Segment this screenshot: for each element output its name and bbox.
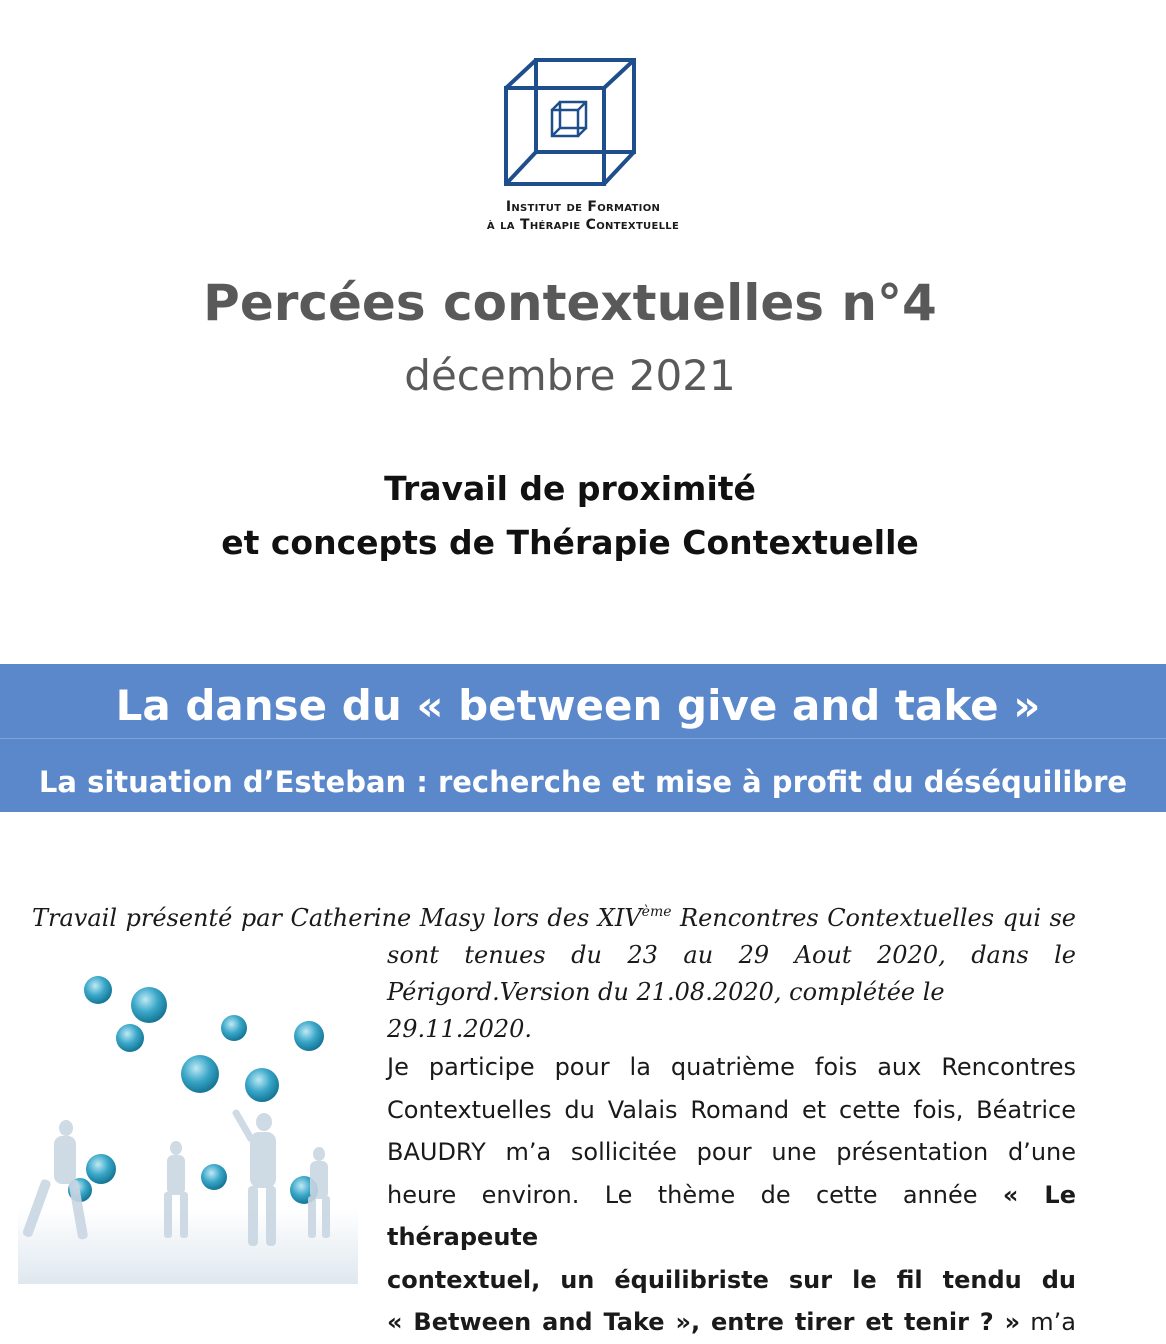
jugglers-illustration	[18, 958, 368, 1288]
subtitle-line2: et concepts de Thérapie Contextuelle	[221, 523, 919, 562]
theme-quote-end: « Between and Take », entre tirer et tenir ? »	[387, 1308, 1021, 1336]
intro-line2: sont tenues du 23 au 29 Aout 2020, dans le	[387, 941, 1076, 969]
publication-title: Percées contextuelles n°4	[203, 274, 937, 332]
intro-superscript: ème	[641, 904, 672, 920]
article-banner	[0, 664, 1166, 812]
para-line6	[387, 1301, 1076, 1344]
publication-date: décembre 2021	[404, 351, 736, 400]
article-subtitle: La situation d’Esteban : recherche et mise à profit du déséquilibre	[38, 765, 1128, 799]
para-line6-text: m’a	[1020, 1308, 1077, 1336]
institute-name	[383, 198, 783, 234]
para-line4-text: heure environ. Le thème de cette année	[387, 1180, 1003, 1209]
institute-logo	[490, 52, 650, 192]
intro-continuation	[387, 937, 1076, 1048]
nested-cube-icon	[490, 52, 650, 192]
publication-subtitle	[0, 462, 1140, 570]
intro-text-b: Rencontres Contextuelles qui se	[671, 904, 1077, 932]
para-line5	[387, 1259, 1076, 1302]
theme-quote-middle: contextuel, un équilibriste sur le fil tendu du	[387, 1265, 1076, 1294]
theme-quote-start: « Le thérapeute	[387, 1180, 1077, 1251]
para-line1: Je participe pour la quatrième fois aux Rencontres	[387, 1053, 1076, 1081]
banner-divider	[0, 738, 1166, 739]
subtitle-line1: Travail de proximité	[384, 469, 756, 508]
institute-name-line1: Institut de Formation	[505, 199, 661, 215]
para-line4	[387, 1174, 1076, 1259]
intro-line3: Périgord.Version du 21.08.2020, complétée le 29.11.2020.	[387, 978, 945, 1043]
para-line3: BAUDRY m’a sollicitée pour une présentation d’une	[387, 1138, 1076, 1166]
para-line2: Contextuelles du Valais Romand et cette fois, Béatrice	[387, 1095, 1076, 1124]
body-paragraph	[387, 1046, 1076, 1344]
jugglers-with-blue-balls-illustration	[18, 958, 368, 1288]
article-title: La danse du « between give and take »	[115, 681, 1041, 730]
institute-name-line2: à la Thérapie Contextuelle	[486, 217, 680, 233]
intro-line1	[32, 900, 1076, 937]
intro-text-a: Travail présenté par Catherine Masy lors des XIV	[32, 904, 642, 932]
